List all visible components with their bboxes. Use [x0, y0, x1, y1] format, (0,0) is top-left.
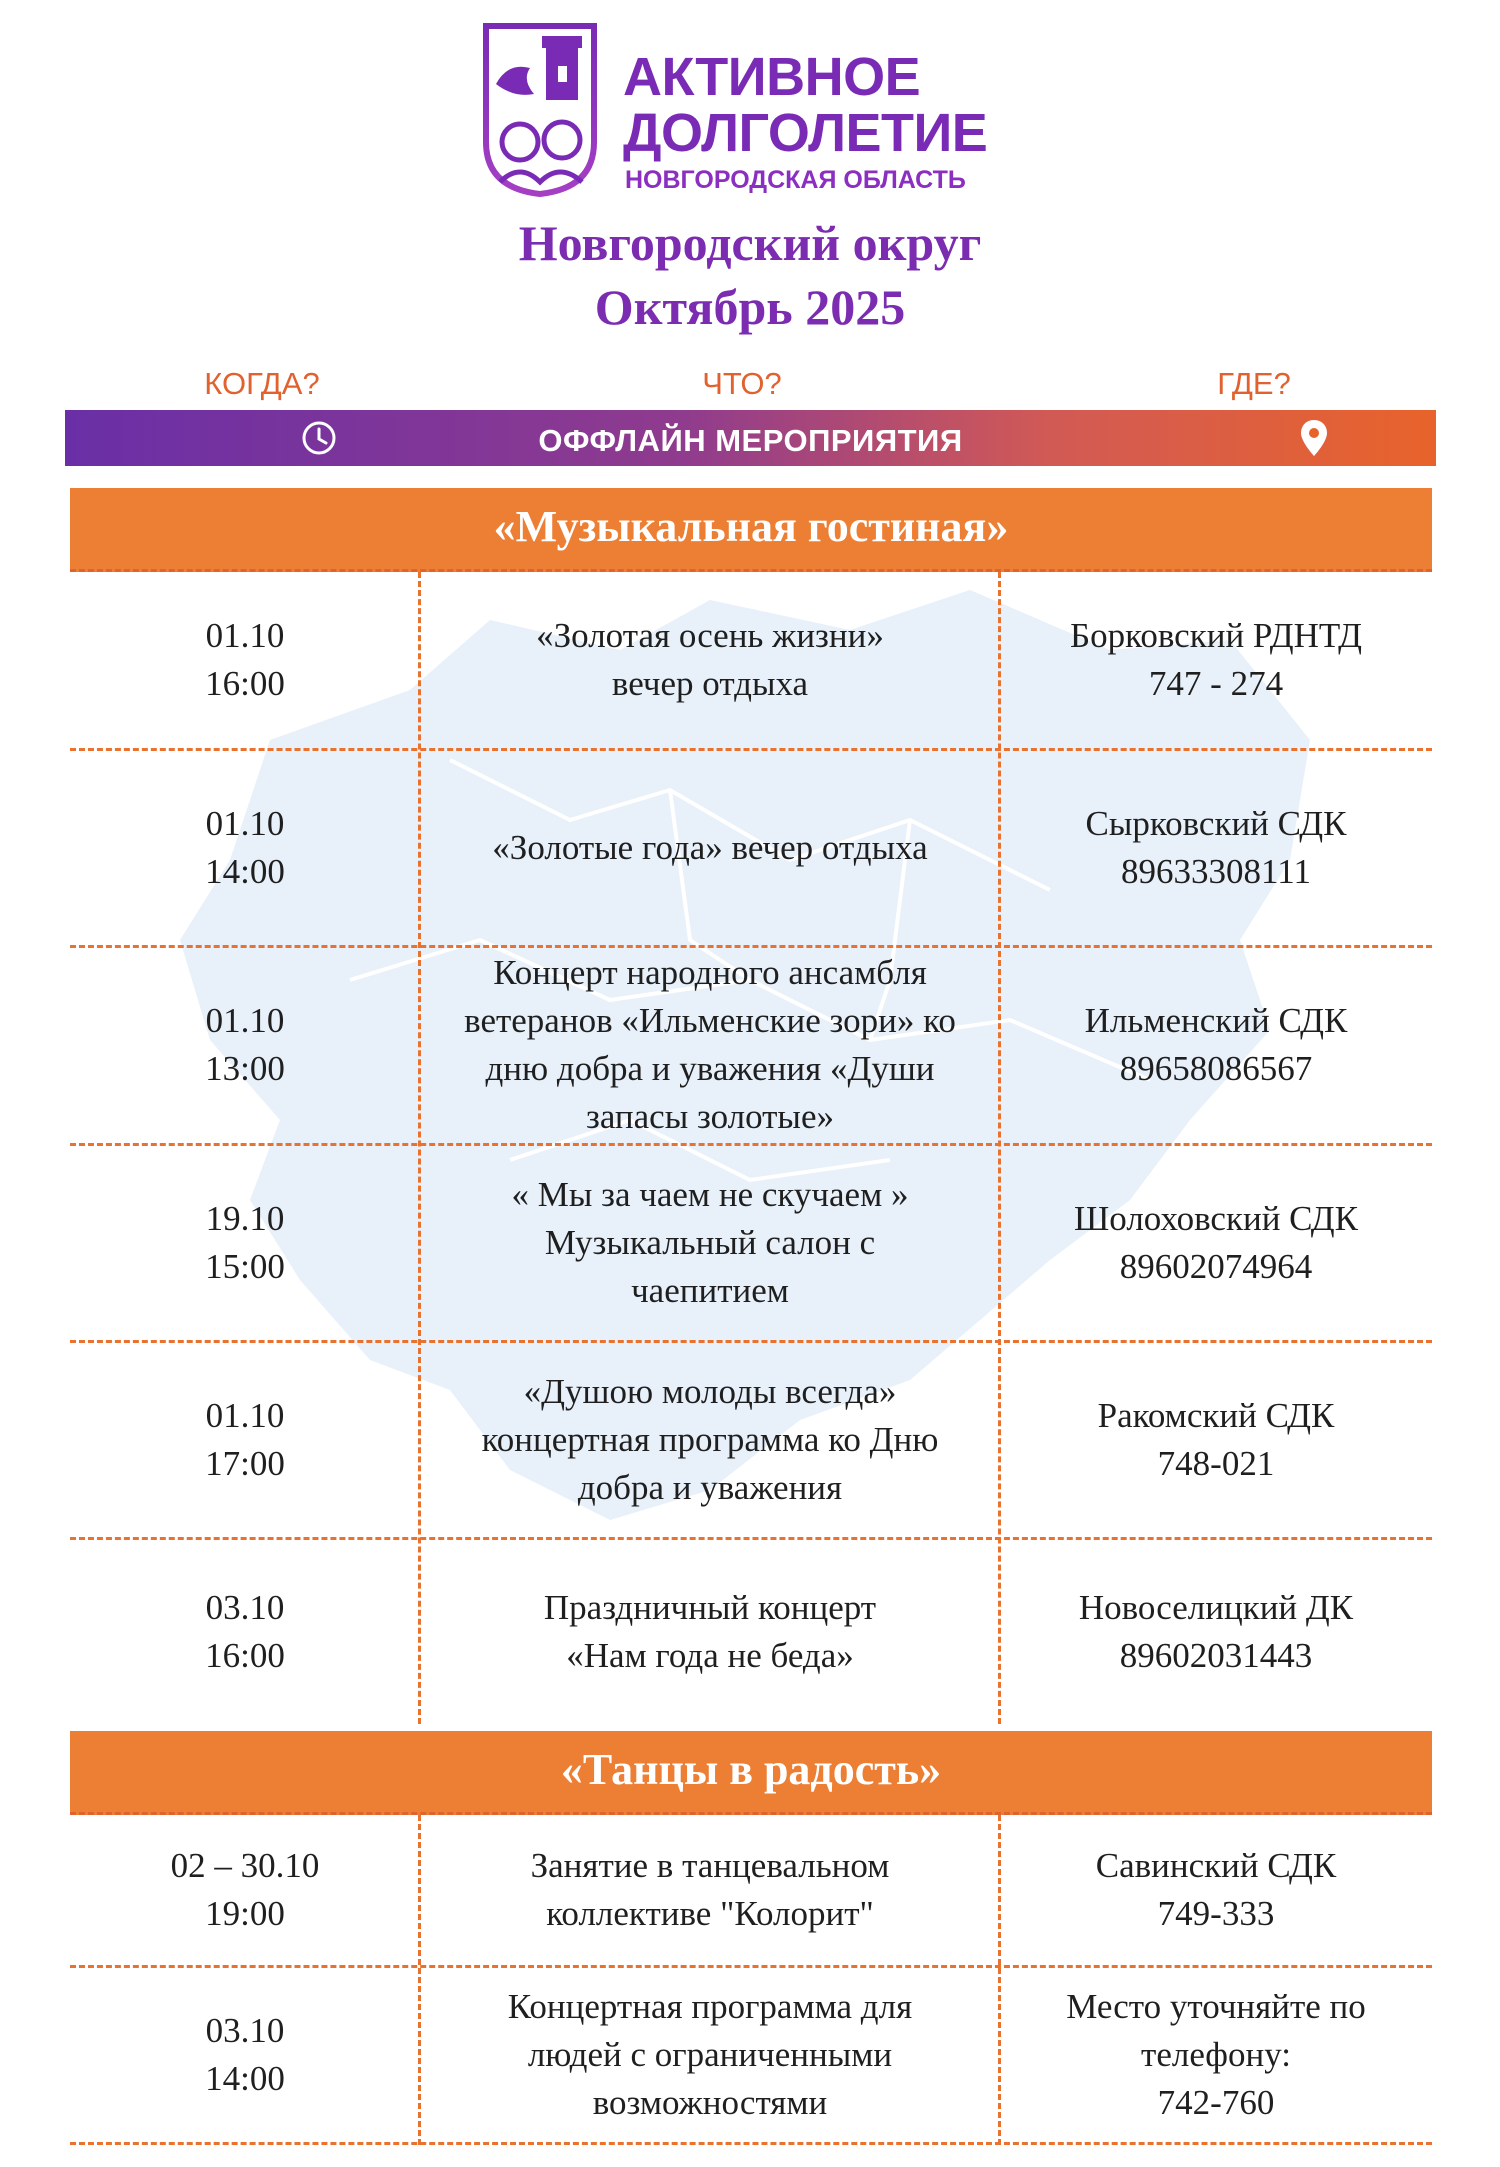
event-row: [70, 947, 1432, 1143]
event-phone: 89602074964: [1119, 1246, 1313, 1286]
event-what: [420, 1342, 1000, 1537]
event-when: [70, 1967, 420, 2142]
event-venue: Шолоховский СДК: [1074, 1198, 1358, 1238]
event-when: [70, 947, 420, 1143]
event-venue: Борковский РДНТД: [1070, 616, 1362, 655]
section-title: «Танцы в радость»: [560, 1745, 942, 1794]
event-venue: телефону:: [1141, 2034, 1291, 2074]
event-date: 03.10: [205, 2010, 285, 2050]
event-description-line: концертная программа ко Дню: [481, 1419, 939, 1459]
event-when: [70, 1815, 420, 1965]
section-header: [70, 488, 1432, 572]
event-description-line: возможностями: [592, 2082, 828, 2122]
event-description-line: вечер отдыха: [611, 664, 809, 703]
event-date: 01.10: [205, 616, 285, 655]
event-venue: Место уточняйте по: [1066, 1986, 1366, 2026]
event-where: [1000, 1145, 1432, 1340]
event-time: 14:00: [205, 2058, 285, 2098]
event-description-line: коллективе "Колорит": [546, 1894, 874, 1933]
event-row: [70, 750, 1432, 945]
event-where: [1000, 750, 1432, 945]
event-when: [70, 1342, 420, 1537]
event-where: [1000, 572, 1432, 748]
offline-events-label: ОФФЛАЙН МЕРОПРИЯТИЯ: [538, 423, 963, 458]
event-description-line: Музыкальный салон с: [544, 1222, 876, 1262]
logo: [478, 22, 1038, 202]
event-time: 16:00: [205, 664, 285, 703]
event-description-line: людей с ограниченными: [527, 2034, 893, 2074]
event-phone: 748-021: [1157, 1443, 1275, 1483]
event-what: [420, 1145, 1000, 1340]
event-description-line: «Нам года не беда»: [566, 1635, 854, 1675]
logo-text-line2: ДОЛГОЛЕТИЕ: [623, 103, 988, 163]
section-header: [70, 1731, 1432, 1815]
event-what: [420, 750, 1000, 945]
event-date: 03.10: [205, 1587, 285, 1627]
event-what: [420, 1539, 1000, 1724]
event-description-line: «Золотые года» вечер отдыха: [492, 827, 928, 867]
logo-text-line3: НОВГОРОДСКАЯ ОБЛАСТЬ: [625, 166, 966, 194]
event-time: 13:00: [205, 1049, 285, 1088]
event-description-line: «Золотая осень жизни»: [536, 616, 884, 655]
event-description-line: ветеранов «Ильменские зори» ко: [464, 1001, 956, 1040]
offline-events-banner: [65, 410, 1436, 466]
event-row: [70, 1967, 1432, 2142]
logo-text-line1: АКТИВНОЕ: [623, 47, 921, 107]
event-date: 19.10: [205, 1198, 285, 1238]
event-where: [1000, 947, 1432, 1143]
event-description-line: чаепитием: [631, 1270, 789, 1310]
event-venue: Новоселицкий ДК: [1078, 1587, 1354, 1627]
event-description-line: добра и уважения: [577, 1467, 843, 1507]
event-phone: 747 - 274: [1148, 664, 1284, 703]
column-header-where: ГДЕ?: [1217, 366, 1291, 401]
event-where: [1000, 1539, 1432, 1724]
event-venue: Ракомский СДК: [1097, 1395, 1335, 1435]
event-what: [420, 1815, 1000, 1965]
event-time: 17:00: [205, 1443, 285, 1483]
location-pin-icon: [1299, 418, 1329, 458]
event-date: 01.10: [205, 803, 285, 843]
event-phone: 749-333: [1157, 1894, 1275, 1933]
event-where: [1000, 1815, 1432, 1965]
page-subtitle: Октябрь 2025: [594, 279, 906, 335]
event-when: [70, 1539, 420, 1724]
event-when: [70, 1145, 420, 1340]
event-time: 16:00: [205, 1635, 285, 1675]
event-row: [70, 1539, 1432, 1724]
column-header-what: ЧТО?: [702, 366, 782, 401]
event-phone: 89633308111: [1121, 851, 1311, 891]
event-when: [70, 750, 420, 945]
event-description-line: « Мы за чаем не скучаем »: [511, 1174, 909, 1214]
event-row: [70, 1815, 1432, 1965]
event-description-line: Праздничный концерт: [543, 1587, 877, 1627]
column-header-when: КОГДА?: [204, 366, 320, 401]
event-venue: Сырковский СДК: [1085, 803, 1347, 843]
event-where: [1000, 1342, 1432, 1537]
event-row: [70, 572, 1432, 748]
event-time: 15:00: [205, 1246, 285, 1286]
event-description-line: Концертная программа для: [507, 1986, 913, 2026]
row-divider: [70, 2142, 1432, 2145]
page-title: Новгородский округ: [518, 215, 982, 271]
event-time: 19:00: [205, 1894, 285, 1933]
event-what: [420, 572, 1000, 748]
event-row: [70, 1342, 1432, 1537]
event-time: 14:00: [205, 851, 285, 891]
event-date: 01.10: [205, 1001, 285, 1040]
event-description-line: Занятие в танцевальном: [530, 1846, 890, 1885]
section-title: «Музыкальная гостиная»: [493, 502, 1009, 551]
logo-emblem-icon: [478, 22, 602, 198]
event-phone: 742-760: [1157, 2082, 1275, 2122]
event-date: 02 – 30.10: [170, 1846, 320, 1885]
event-description-line: дню добра и уважения «Души: [485, 1049, 935, 1088]
event-what: [420, 1967, 1000, 2142]
event-phone: 89658086567: [1119, 1049, 1313, 1088]
event-what: [420, 947, 1000, 1143]
event-where: [1000, 1967, 1432, 2142]
event-description-line: Концерт народного ансамбля: [493, 953, 927, 992]
event-description-line: «Душою молоды всегда»: [523, 1371, 897, 1411]
event-venue: Савинский СДК: [1095, 1846, 1337, 1885]
event-phone: 89602031443: [1119, 1635, 1313, 1675]
event-date: 01.10: [205, 1395, 285, 1435]
event-row: [70, 1145, 1432, 1340]
event-venue: Ильменский СДК: [1084, 1001, 1348, 1040]
event-when: [70, 572, 420, 748]
event-description-line: запасы золотые»: [586, 1097, 834, 1136]
